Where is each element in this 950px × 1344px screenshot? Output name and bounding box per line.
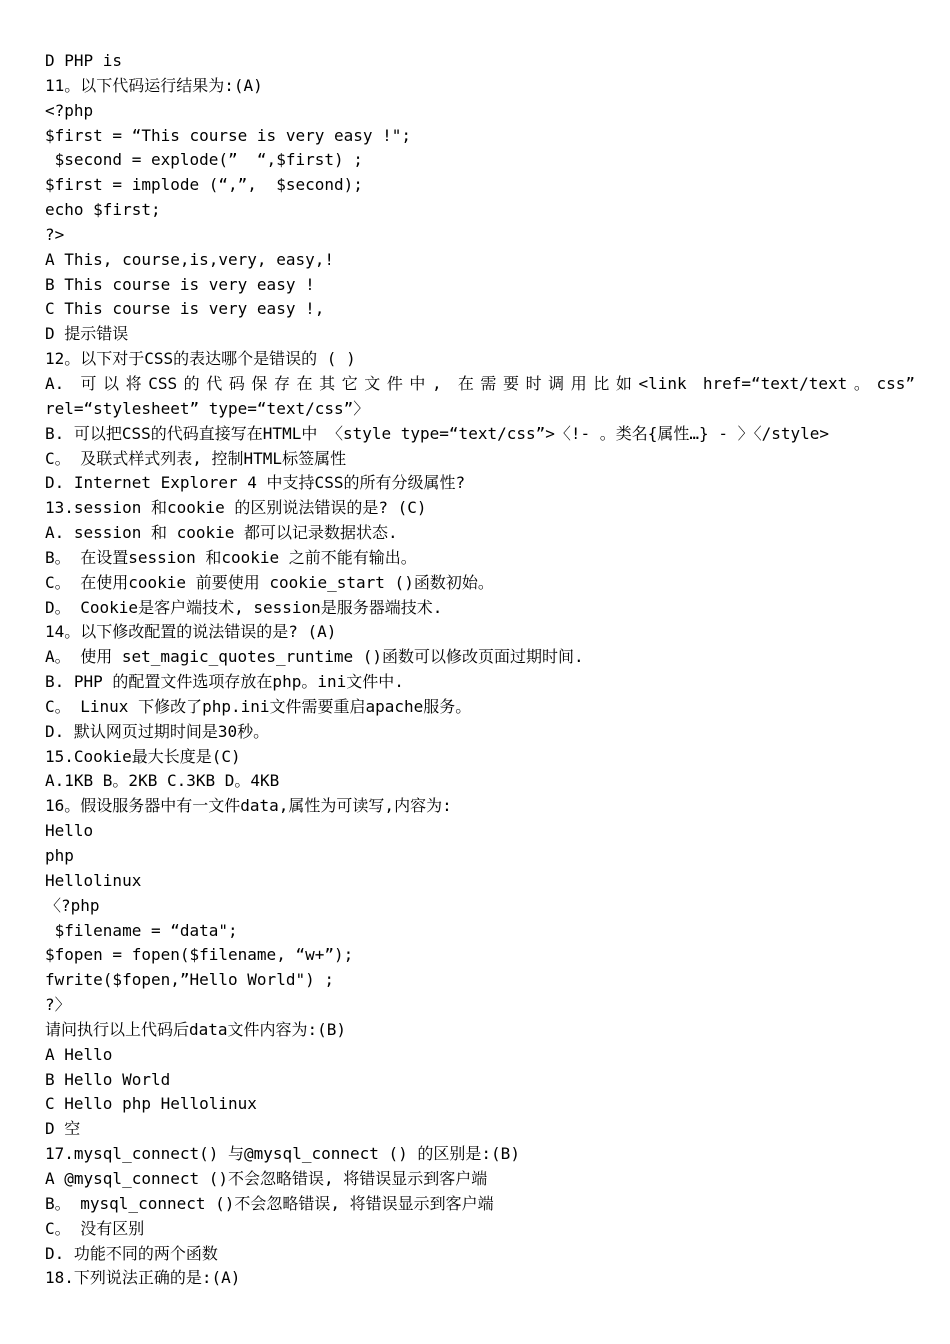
question-heading: 18.下列说法正确的是:(A)	[45, 1268, 241, 1288]
answer-option: C。 及联式样式列表, 控制HTML标签属性	[45, 448, 347, 468]
answer-option: D. 默认网页过期时间是30秒。	[45, 721, 270, 741]
answer-option: D 提示错误	[45, 324, 129, 344]
question-heading: 16。假设服务器中有一文件data,属性为可读写,内容为:	[45, 796, 452, 816]
question-heading: 11。以下代码运行结果为:(A)	[45, 75, 263, 95]
answer-option: D. 功能不同的两个函数	[45, 1243, 218, 1263]
code-line: echo $first;	[45, 200, 161, 220]
answer-option: A Hello	[45, 1044, 113, 1064]
answer-option: B. PHP 的配置文件选项存放在php。ini文件中.	[45, 672, 404, 692]
file-content-line: Hellolinux	[45, 870, 142, 890]
answer-option-continuation: rel=“stylesheet” type=“text/css”〉	[45, 398, 370, 418]
question-heading: 17.mysql_connect() 与@mysql_connect () 的区别是:(B)	[45, 1144, 520, 1164]
answer-option: D. Internet Explorer 4 中支持CSS的所有分级属性?	[45, 473, 466, 493]
answer-option: C。 Linux 下修改了php.ini文件需要重启apache服务。	[45, 696, 472, 716]
answer-option: C This course is very easy !,	[45, 299, 325, 319]
answer-option: D。 Cookie是客户端技术, session是服务器端技术.	[45, 597, 443, 617]
code-line: $second = explode(” “,$first) ;	[45, 150, 363, 170]
answer-option: B This course is very easy !	[45, 274, 315, 294]
question-heading: 15.Cookie最大长度是(C)	[45, 746, 241, 766]
question-heading: 14。以下修改配置的说法错误的是? (A)	[45, 622, 337, 642]
code-line: $fopen = fopen($filename, “w+”);	[45, 945, 354, 965]
code-line: <?php	[45, 100, 94, 120]
question-heading: 12。以下对于CSS的表达哪个是错误的 ( )	[45, 349, 356, 369]
code-line: $first = implode (“,”, $second);	[45, 175, 363, 195]
code-line: 〈?php	[45, 895, 100, 915]
code-line: fwrite($fopen,”Hello World") ;	[45, 970, 334, 990]
code-line: $filename = “data";	[45, 920, 238, 940]
answer-option: A。 使用 set_magic_quotes_runtime ()函数可以修改页面过期时间.	[45, 647, 584, 667]
answer-option: B. 可以把CSS的代码直接写在HTML中 〈style type=“text/css”>〈!- 。类名{属性…} - 〉〈/style>	[45, 423, 830, 443]
code-line: $first = “This course is very easy !";	[45, 125, 412, 145]
answer-option: A This, course,is,very, easy,!	[45, 249, 334, 269]
text-line: D PHP is	[45, 51, 123, 70]
answer-option: A @mysql_connect ()不会忽略错误, 将错误显示到客户端	[45, 1168, 488, 1188]
answer-option: B。 mysql_connect ()不会忽略错误, 将错误显示到客户端	[45, 1193, 494, 1213]
answer-option: B Hello World	[45, 1069, 171, 1089]
document-page	[45, 49, 915, 1291]
file-content-line: php	[45, 846, 74, 865]
question-heading: 13.session 和cookie 的区别说法错误的是? (C)	[45, 498, 427, 518]
answer-option: C。 没有区别	[45, 1218, 145, 1238]
answer-option: C。 在使用cookie 前要使用 cookie_start ()函数初始。	[45, 572, 494, 592]
answer-option: C Hello php Hellolinux	[45, 1094, 257, 1114]
code-line: ?>	[45, 224, 65, 244]
answer-option: A. session 和 cookie 都可以记录数据状态.	[45, 523, 398, 543]
answer-option: A.1KB B。2KB C.3KB D。4KB	[45, 771, 280, 791]
file-content-line: Hello	[45, 821, 94, 841]
question-prompt: 请问执行以上代码后data文件内容为:(B)	[45, 1019, 347, 1039]
code-line: ?〉	[45, 995, 71, 1015]
answer-option: D 空	[45, 1119, 81, 1139]
answer-option: A. 可以将CSS的代码保存在其它文件中, 在需要时调用比如<link href=“text/text。css”	[45, 373, 915, 393]
answer-option: B。 在设置session 和cookie 之前不能有输出。	[45, 547, 417, 567]
